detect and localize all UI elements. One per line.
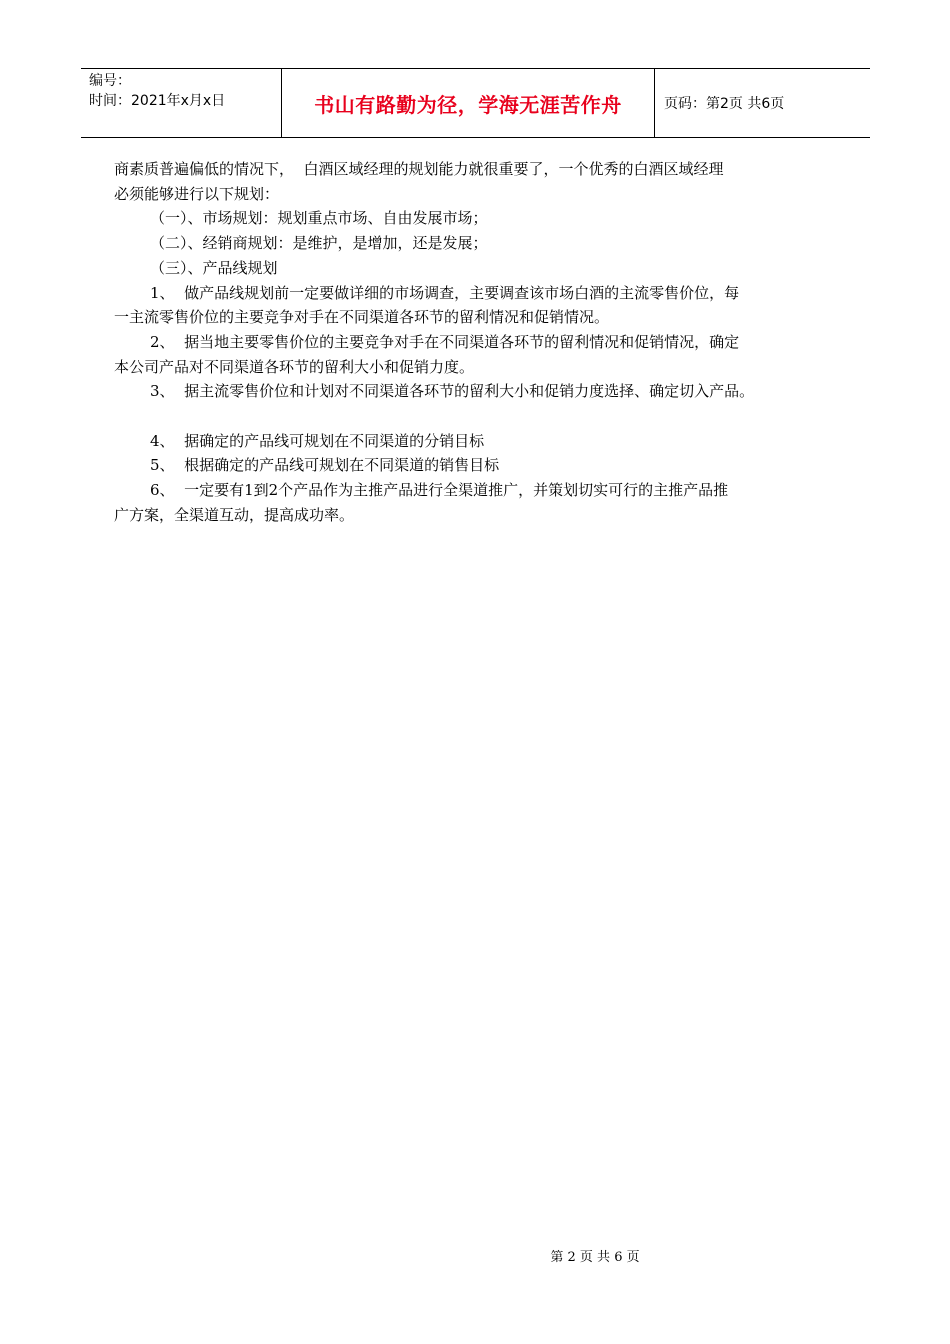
page-label: 页码：第2页 共6页 [664,96,785,112]
motto-text: 书山有路勤为径，学海无涯苦作舟 [314,92,622,117]
footer-page-number: 第 2 页 共 6 页 [550,1250,640,1265]
plan-item-dealer: （二）、经销商规划：是维护，是增加，还是发展； [150,234,488,253]
header-motto-cell [282,69,655,137]
list-item-2: 2、 据当地主要零售价位的主要竞争对手在不同渠道各环节的留利情况和促销情况，确定 [150,332,740,351]
list-item-2-cont: 本公司产品对不同渠道各环节的留利大小和促销力度。 [114,357,475,376]
document-body [114,157,844,528]
paragraph-line: 商素质普遍偏低的情况下， 白酒区域经理的规划能力就很重要了，一个优秀的白酒区域经理 [114,160,724,178]
list-item-4: 4、 据确定的产品线可规划在不同渠道的分销目标 [150,431,485,450]
plan-item-market: （一）、市场规划：规划重点市场、自由发展市场； [150,209,488,228]
list-item-1: 1、 做产品线规划前一定要做详细的市场调查，主要调查该市场白酒的主流零售价位，每 [150,283,740,302]
header-page-cell [655,69,870,137]
date-label: 时间：2021年x月x日 [89,93,226,109]
header-meta-cell [81,69,282,137]
header-table [81,68,870,138]
list-item-6-cont: 广方案，全渠道互动，提高成功率。 [114,505,355,524]
page-footer [0,1246,950,1265]
list-item-1-cont: 一主流零售价位的主要竞争对手在不同渠道各环节的留利情况和促销情况。 [114,308,610,327]
paragraph-line: 必须能够进行以下规划： [114,184,280,203]
list-item-6: 6、 一定要有1到2个产品作为主推产品进行全渠道推广，并策划切实可行的主推产品推 [150,481,729,500]
plan-item-product-line: （三）、产品线规划 [150,258,278,277]
list-item-5: 5、 根据确定的产品线可规划在不同渠道的销售目标 [150,456,500,475]
list-item-3: 3、 据主流零售价位和计划对不同渠道各环节的留利大小和促销力度选择、确定切入产品。 [150,382,755,401]
blank-line [114,404,844,429]
number-label: 编号： [89,73,131,89]
